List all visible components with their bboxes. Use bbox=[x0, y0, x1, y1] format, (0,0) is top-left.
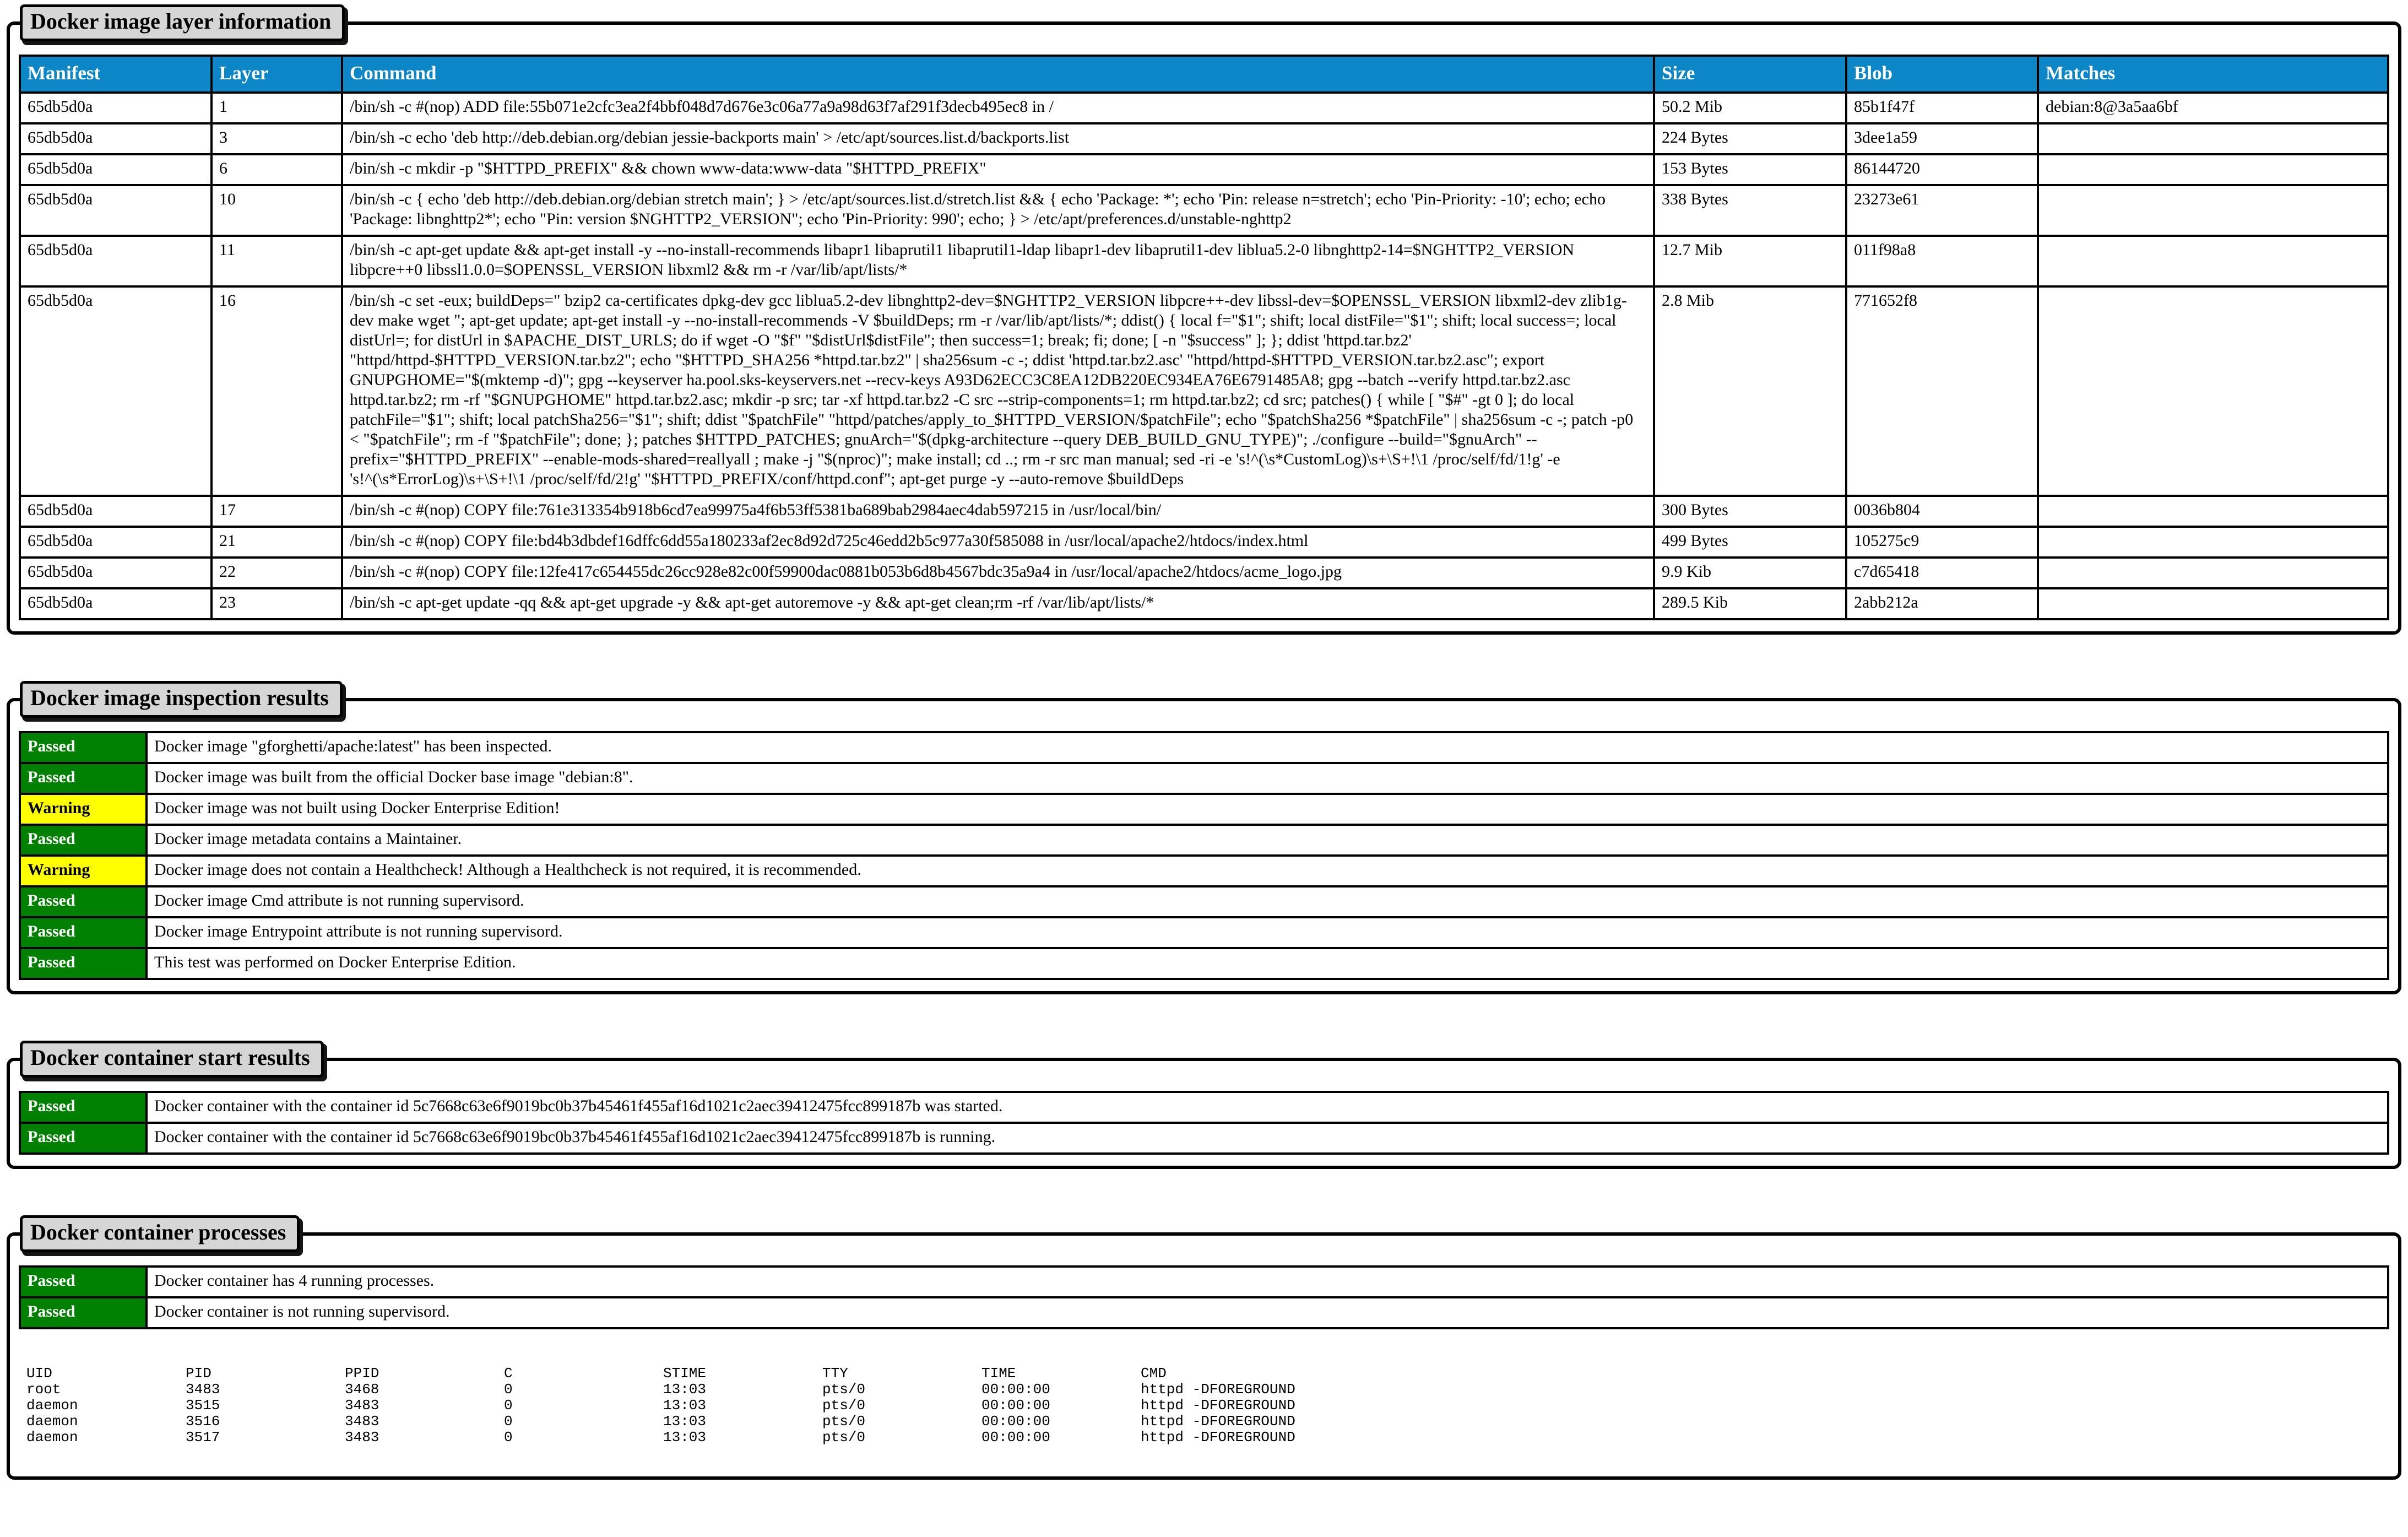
section-title-layer-information: Docker image layer information bbox=[20, 4, 345, 41]
cell-message: Docker image Cmd attribute is not running supervisord. bbox=[147, 886, 2388, 917]
section-title-inspection-results: Docker image inspection results bbox=[20, 681, 343, 718]
cell-status: Passed bbox=[20, 948, 147, 979]
cell-matches: debian:8@3a5aa6bf bbox=[2038, 93, 2388, 123]
cell-col7: httpd -DFOREGROUND bbox=[1141, 1413, 1295, 1430]
cell-manifest: 65db5d0a bbox=[20, 527, 211, 558]
cell-message: Docker container has 4 running processes. bbox=[147, 1267, 2388, 1297]
cell-size: 300 Bytes bbox=[1654, 496, 1846, 527]
cell-blob: 2abb212a bbox=[1846, 588, 2038, 619]
cell-col6: 00:00:00 bbox=[981, 1381, 1050, 1398]
cell-manifest: 65db5d0a bbox=[20, 236, 211, 286]
process-check-row bbox=[20, 1297, 2388, 1328]
cell-layer: 3 bbox=[211, 123, 342, 154]
cell-layer: 22 bbox=[211, 558, 342, 588]
cell-col0: daemon bbox=[26, 1429, 78, 1446]
cell-size: 289.5 Kib bbox=[1654, 588, 1846, 619]
cell-col4: 13:03 bbox=[663, 1397, 707, 1414]
cell-size: 153 Bytes bbox=[1654, 154, 1846, 185]
cell-blob: 011f98a8 bbox=[1846, 236, 2038, 286]
cell-matches bbox=[2038, 154, 2388, 185]
cell-message: Docker container is not running supervisord. bbox=[147, 1297, 2388, 1328]
inspection-result-row bbox=[20, 825, 2388, 856]
cell-col1: 3516 bbox=[186, 1413, 220, 1430]
cell-status: Warning bbox=[20, 794, 147, 825]
cell-matches bbox=[2038, 558, 2388, 588]
cell-size: 2.8 Mib bbox=[1654, 286, 1846, 496]
cell-col5: pts/0 bbox=[822, 1397, 866, 1414]
cell-col4: 13:03 bbox=[663, 1381, 707, 1398]
cell-col4: 13:03 bbox=[663, 1413, 707, 1430]
cell-status: Passed bbox=[20, 1267, 147, 1297]
cell-col5: pts/0 bbox=[822, 1429, 866, 1446]
inspection-result-row bbox=[20, 948, 2388, 979]
cell-message: Docker image was not built using Docker Enterprise Edition! bbox=[147, 794, 2388, 825]
cell-col3: 0 bbox=[504, 1397, 513, 1414]
cell-command: /bin/sh -c #(nop) ADD file:55b071e2cfc3ea2f4bbf048d7d676e3c06a77a9a98d63f7af291f3decb495ec8 in / bbox=[342, 93, 1654, 123]
cell-blob: 3dee1a59 bbox=[1846, 123, 2038, 154]
cell-layer: 1 bbox=[211, 93, 342, 123]
cell-command: /bin/sh -c mkdir -p "$HTTPD_PREFIX" && chown www-data:www-data "$HTTPD_PREFIX" bbox=[342, 154, 1654, 185]
section-title-container-processes: Docker container processes bbox=[20, 1215, 300, 1252]
cell-col2: 3483 bbox=[345, 1413, 379, 1430]
cell-status: Passed bbox=[20, 886, 147, 917]
cell-command: /bin/sh -c apt-get update -qq && apt-get upgrade -y && apt-get autoremove -y && apt-get clean;rm -rf /var/lib/apt/lists/* bbox=[342, 588, 1654, 619]
cell-col7: httpd -DFOREGROUND bbox=[1141, 1429, 1295, 1446]
cell-message: Docker image metadata contains a Maintainer. bbox=[147, 825, 2388, 856]
layer-row bbox=[20, 123, 2388, 154]
process-row bbox=[26, 1430, 1624, 1446]
column-header: UID bbox=[26, 1365, 52, 1382]
layer-row bbox=[20, 185, 2388, 236]
cell-col5: pts/0 bbox=[822, 1413, 866, 1430]
cell-message: Docker image was built from the official Docker base image "debian:8". bbox=[147, 763, 2388, 794]
cell-matches bbox=[2038, 527, 2388, 558]
cell-command: /bin/sh -c #(nop) COPY file:12fe417c654455dc26cc928e82c00f59900dac0881b053b6d8b4567bdc35a9a4 in /usr/local/apache2/htdocs/acme_logo.jpg bbox=[342, 558, 1654, 588]
cell-status: Passed bbox=[20, 917, 147, 948]
process-row bbox=[26, 1398, 1624, 1414]
section-container-processes bbox=[7, 1215, 2401, 1480]
inspection-result-row bbox=[20, 856, 2388, 886]
cell-col7: httpd -DFOREGROUND bbox=[1141, 1381, 1295, 1398]
column-header: Command bbox=[342, 56, 1654, 93]
inspection-result-row bbox=[20, 917, 2388, 948]
cell-message: Docker image does not contain a Healthcheck! Although a Healthcheck is not required, it is recommended. bbox=[147, 856, 2388, 886]
cell-status: Passed bbox=[20, 825, 147, 856]
cell-command: /bin/sh -c #(nop) COPY file:761e313354b918b6cd7ea99975a4f6b53ff5381ba689bab2984aec4dab597215 in /usr/local/bin/ bbox=[342, 496, 1654, 527]
cell-col0: daemon bbox=[26, 1413, 78, 1430]
cell-blob: 771652f8 bbox=[1846, 286, 2038, 496]
inspection-result-row bbox=[20, 794, 2388, 825]
cell-message: Docker container with the container id 5c7668c63e6f9019bc0b37b45461f455af16d1021c2aec39412475fcc899187b is running. bbox=[147, 1123, 2388, 1154]
cell-size: 224 Bytes bbox=[1654, 123, 1846, 154]
section-inspection-results bbox=[7, 681, 2401, 994]
column-header: PPID bbox=[345, 1365, 379, 1382]
cell-manifest: 65db5d0a bbox=[20, 286, 211, 496]
cell-status: Passed bbox=[20, 732, 147, 763]
cell-size: 12.7 Mib bbox=[1654, 236, 1846, 286]
cell-message: Docker container with the container id 5c7668c63e6f9019bc0b37b45461f455af16d1021c2aec39412475fcc899187b was started. bbox=[147, 1092, 2388, 1123]
cell-col6: 00:00:00 bbox=[981, 1429, 1050, 1446]
cell-manifest: 65db5d0a bbox=[20, 496, 211, 527]
inspection-result-row bbox=[20, 886, 2388, 917]
start-result-row bbox=[20, 1123, 2388, 1154]
cell-message: Docker image "gforghetti/apache:latest" has been inspected. bbox=[147, 732, 2388, 763]
cell-layer: 16 bbox=[211, 286, 342, 496]
column-header: TIME bbox=[981, 1365, 1016, 1382]
cell-status: Passed bbox=[20, 1092, 147, 1123]
cell-col7: httpd -DFOREGROUND bbox=[1141, 1397, 1295, 1414]
cell-col0: daemon bbox=[26, 1397, 78, 1414]
layer-row bbox=[20, 588, 2388, 619]
layer-row bbox=[20, 236, 2388, 286]
cell-status: Passed bbox=[20, 763, 147, 794]
start-result-row bbox=[20, 1092, 2388, 1123]
cell-matches bbox=[2038, 236, 2388, 286]
cell-manifest: 65db5d0a bbox=[20, 93, 211, 123]
cell-layer: 6 bbox=[211, 154, 342, 185]
cell-size: 338 Bytes bbox=[1654, 185, 1846, 236]
cell-command: /bin/sh -c echo 'deb http://deb.debian.org/debian jessie-backports main' > /etc/apt/sources.list.d/backports.list bbox=[342, 123, 1654, 154]
cell-size: 9.9 Kib bbox=[1654, 558, 1846, 588]
column-header: PID bbox=[186, 1365, 211, 1382]
cell-col2: 3468 bbox=[345, 1381, 379, 1398]
container-processes-results-table bbox=[19, 1265, 2389, 1329]
section-container-start-results bbox=[7, 1041, 2401, 1169]
cell-manifest: 65db5d0a bbox=[20, 123, 211, 154]
layer-row bbox=[20, 154, 2388, 185]
process-check-row bbox=[20, 1267, 2388, 1297]
layers-header-row bbox=[20, 56, 2388, 93]
cell-col6: 00:00:00 bbox=[981, 1413, 1050, 1430]
cell-message: This test was performed on Docker Enterprise Edition. bbox=[147, 948, 2388, 979]
layer-row bbox=[20, 496, 2388, 527]
cell-command: /bin/sh -c set -eux; buildDeps=" bzip2 ca-certificates dpkg-dev gcc liblua5.2-dev libnghttp2-dev=$NGHTTP2_VERSION libpcre++-dev libssl-dev=$OPENSSL_VERSION libxml2-dev zlib1g-dev make wget "; apt-get update; apt-get install -y --no-install-recommends -V $buildDeps; rm -r /var/lib/apt/lists/*; ddist() { local f="$1"; shift; local distFile="$1"; shift; local success=; local distUrl=; for distUrl in $APACHE_DIST_URLS; do if wget -O "$f" "$distUrl$distFile"; then success=1; break; fi; done; [ -n "$success" ]; }; ddist 'httpd.tar.bz2' "httpd/httpd-$HTTPD_VERSION.tar.bz2"; echo "$HTTPD_SHA256 *httpd.tar.bz2" | sha256sum -c -; ddist 'httpd.tar.bz2.asc' "httpd/httpd-$HTTPD_VERSION.tar.bz2.asc"; export GNUPGHOME="$(mktemp -d)"; gpg --keyserver ha.pool.sks-keyservers.net --recv-keys A93D62ECC3C8EA12DB220EC934EA76E6791485A8; gpg --batch --verify httpd.tar.bz2.asc httpd.tar.bz2; rm -rf "$GNUPGHOME" httpd.tar.bz2.asc; mkdir -p src; tar -xf httpd.tar.bz2 -C src --strip-components=1; rm httpd.tar.bz2; cd src; patches() { while [ "$#" -gt 0 ]; do local patchFile="$1"; shift; local patchSha256="$1"; shift; ddist "$patchFile" "httpd/patches/apply_to_$HTTPD_VERSION/$patchFile"; echo "$patchSha256 *$patchFile" | sha256sum -c -; patch -p0 < "$patchFile"; rm -f "$patchFile"; done; }; patches $HTTPD_PATCHES; gnuArch="$(dpkg-architecture --query DEB_BUILD_GNU_TYPE)"; ./configure --build="$gnuArch" --prefix="$HTTPD_PREFIX" --enable-mods-shared=reallyall ; make -j "$(nproc)"; make install; cd ..; rm -r src man manual; sed -ri -e 's!^(\s*CustomLog)\s+\S+!\1 /proc/self/fd/1!g' -e 's!^(\s*ErrorLog)\s+\S+!\1 /proc/self/fd/2!g' "$HTTPD_PREFIX/conf/httpd.conf"; apt-get purge -y --auto-remove $buildDeps bbox=[342, 286, 1654, 496]
column-header: Matches bbox=[2038, 56, 2388, 93]
cell-manifest: 65db5d0a bbox=[20, 588, 211, 619]
cell-blob: 0036b804 bbox=[1846, 496, 2038, 527]
cell-matches bbox=[2038, 286, 2388, 496]
cell-manifest: 65db5d0a bbox=[20, 558, 211, 588]
section-title-container-start-results: Docker container start results bbox=[20, 1041, 324, 1078]
layer-row bbox=[20, 286, 2388, 496]
process-listing-table bbox=[26, 1366, 1624, 1446]
process-row bbox=[26, 1382, 1624, 1398]
column-header: Manifest bbox=[20, 56, 211, 93]
cell-col4: 13:03 bbox=[663, 1429, 707, 1446]
cell-layer: 11 bbox=[211, 236, 342, 286]
cell-matches bbox=[2038, 123, 2388, 154]
cell-blob: 86144720 bbox=[1846, 154, 2038, 185]
inspection-result-row bbox=[20, 732, 2388, 763]
cell-col3: 0 bbox=[504, 1429, 513, 1446]
cell-matches bbox=[2038, 496, 2388, 527]
cell-matches bbox=[2038, 588, 2388, 619]
layers-table bbox=[19, 55, 2389, 620]
section-layer-information bbox=[7, 4, 2401, 635]
cell-layer: 10 bbox=[211, 185, 342, 236]
cell-blob: 23273e61 bbox=[1846, 185, 2038, 236]
cell-manifest: 65db5d0a bbox=[20, 154, 211, 185]
cell-layer: 17 bbox=[211, 496, 342, 527]
cell-col1: 3517 bbox=[186, 1429, 220, 1446]
cell-blob: 105275c9 bbox=[1846, 527, 2038, 558]
column-header: TTY bbox=[822, 1365, 848, 1382]
layer-row bbox=[20, 93, 2388, 123]
cell-message: Docker image Entrypoint attribute is not running supervisord. bbox=[147, 917, 2388, 948]
column-header: Blob bbox=[1846, 56, 2038, 93]
column-header: STIME bbox=[663, 1365, 707, 1382]
cell-command: /bin/sh -c apt-get update && apt-get install -y --no-install-recommends libapr1 libaprutil1 libaprutil1-ldap libapr1-dev libaprutil1-dev liblua5.2-0 libnghttp2-14=$NGHTTP2_VERSION libpcre++0 libssl1.0.0=$OPENSSL_VERSION libxml2 && rm -r /var/lib/apt/lists/* bbox=[342, 236, 1654, 286]
cell-manifest: 65db5d0a bbox=[20, 185, 211, 236]
cell-layer: 23 bbox=[211, 588, 342, 619]
cell-status: Passed bbox=[20, 1123, 147, 1154]
cell-col6: 00:00:00 bbox=[981, 1397, 1050, 1414]
cell-layer: 21 bbox=[211, 527, 342, 558]
cell-col5: pts/0 bbox=[822, 1381, 866, 1398]
inspection-result-row bbox=[20, 763, 2388, 794]
cell-matches bbox=[2038, 185, 2388, 236]
cell-command: /bin/sh -c #(nop) COPY file:bd4b3dbdef16dffc6dd55a180233af2ec8d92d725c46edd2b5c977a30f585088 in /usr/local/apache2/htdocs/index.html bbox=[342, 527, 1654, 558]
cell-status: Passed bbox=[20, 1297, 147, 1328]
inspection-results-table bbox=[19, 731, 2389, 980]
container-start-results-table bbox=[19, 1091, 2389, 1155]
cell-col1: 3515 bbox=[186, 1397, 220, 1414]
column-header: C bbox=[504, 1365, 513, 1382]
process-listing-header-row bbox=[26, 1366, 1624, 1382]
cell-size: 50.2 Mib bbox=[1654, 93, 1846, 123]
column-header: CMD bbox=[1141, 1365, 1167, 1382]
cell-col1: 3483 bbox=[186, 1381, 220, 1398]
cell-col0: root bbox=[26, 1381, 61, 1398]
cell-size: 499 Bytes bbox=[1654, 527, 1846, 558]
cell-blob: 85b1f47f bbox=[1846, 93, 2038, 123]
cell-col3: 0 bbox=[504, 1413, 513, 1430]
layer-row bbox=[20, 558, 2388, 588]
layer-row bbox=[20, 527, 2388, 558]
cell-col2: 3483 bbox=[345, 1429, 379, 1446]
process-row bbox=[26, 1414, 1624, 1430]
cell-status: Warning bbox=[20, 856, 147, 886]
cell-col3: 0 bbox=[504, 1381, 513, 1398]
column-header: Layer bbox=[211, 56, 342, 93]
cell-blob: c7d65418 bbox=[1846, 558, 2038, 588]
cell-command: /bin/sh -c { echo 'deb http://deb.debian.org/debian stretch main'; } > /etc/apt/sources.list.d/stretch.list && { echo 'Package: *'; echo 'Pin: release n=stretch'; echo 'Pin-Priority: -10'; echo; echo 'Package: libnghttp2*'; echo "Pin: version $NGHTTP2_VERSION"; echo 'Pin-Priority: 990'; echo; } > /etc/apt/preferences.d/unstable-nghttp2 bbox=[342, 185, 1654, 236]
cell-col2: 3483 bbox=[345, 1397, 379, 1414]
column-header: Size bbox=[1654, 56, 1846, 93]
